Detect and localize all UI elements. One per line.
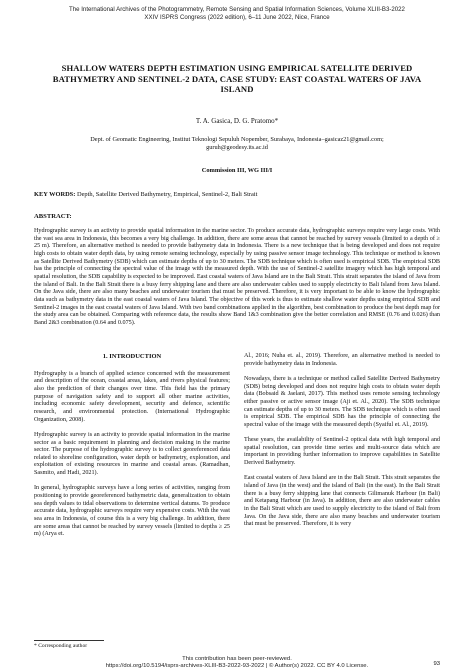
abstract-text: Hydrographic survey is an activity to provide spatial information in the marine sector. To produce accurate data, hydrographic surveys require very large costs. With the vast sea area in Indonesia, this becomes a very big challenge. In addition, there are some areas that cannot be reached by survey vessels (limited to a depth of ≥ 25 m). Therefore, an alternative method is needed to provide bathymetry data in Indonesia. There is a new technique that is being developed and does not require high costs to obtain water depth data, by using remote sensing technology, especially by using passive sensor image technology. This technique or method is known as Satellite Derived Bathymetry (SDB) which can estimate depths of up to 30 meters. The SDB technique which is often used is empirical SDB. The empirical SDB has the principle of connecting the spectral value of the image with the measured depth. With the use of Sentinel-2 satellite imagery which has high temporal and spatial resolution, the SDB capability is expected to be improved. East coastal waters of Java Island are in the Bali Strait. This strait separates the island of Java from the island of Bali. In the Bali Strait there is a busy ferry shipping lane and there are also underwater cables used to supply electricity to Bali Island from Java Island. On the Java side, there are also many beaches and underwater tourism that must be preserved. Therefore, it is very important to be able to know the hydrographic data such as bathymetry data in the east coastal waters of Java Island. The objective of this work is thus to estimate shallow water depths using empirical SDB and Sentinel-2 images in the east coastal waters of Java Island. With two band combinations applied in the algorithm, best combination to produce the best depth map for the study area can be obtained. Comparing with reference data, the results show Band 1&3 combination give the better correlation and RMSE (0.76 and 0.026) than Band 2&3 combination (0.64 and 0.075). bbox=[34, 228, 440, 326]
abstract-title: ABSTRACT: bbox=[34, 213, 72, 220]
commission: Commission III, WG III/I bbox=[201, 167, 273, 174]
affiliation bbox=[40, 136, 434, 152]
keywords-label: KEY WORDS: bbox=[34, 191, 76, 198]
page-number: 93 bbox=[433, 661, 440, 667]
intro-paragraph-5: Nowadays, there is a technique or method called Satellite Derived Bathymetry (SDB) being developed and does not require high costs to obtain water depth data (Bobsaid & Jaelani, 2017). This method uses remote sensing technology either passive or active sensor image (Aji et. Al., 2020). The SDB technique can estimate depths of up to 30 meters. The SDB technique which is often used is empirical SDB. The empirical SDB has the principle of connecting the spectral value of the image with the measured depth (Syaiful et. Al., 2019). bbox=[244, 375, 440, 428]
section-title-introduction: 1. INTRODUCTION bbox=[102, 353, 162, 360]
left-column bbox=[34, 353, 230, 547]
footnote: * Corresponding author bbox=[34, 643, 88, 649]
authors: T. A. Gasica, D. G. Pratomo* bbox=[195, 117, 279, 125]
affiliation-line1: Dept. of Geomatic Engineering, Institut Teknologi Sepuluh Nopember, Surabaya, Indonesia–gasicaz21@gmail.com; bbox=[90, 136, 384, 143]
journal-header bbox=[30, 6, 444, 22]
keywords-text: Depth, Satellite Derived Bathymetry, Empirical, Sentinel-2, Bali Strait bbox=[75, 191, 258, 198]
intro-paragraph-6: These years, the availability of Sentinel-2 optical data with high temporal and spatial resolution, can provide time series and multi-source data which are important in providing further information to improve capabilities in Satellite Derived Bathymetry. bbox=[244, 437, 440, 467]
paper-title: SHALLOW WATERS DEPTH ESTIMATION USING EMPIRICAL SATELLITE DERIVED BATHYMETRY AND SENTINEL-2 DATA, CASE STUDY: EAST COASTAL WATERS OF JAVA ISLAND bbox=[52, 63, 422, 94]
keywords bbox=[34, 191, 440, 198]
journal-header-line2: XXIV ISPRS Congress (2022 edition), 6–11 June 2022, Nice, France bbox=[144, 14, 330, 21]
right-column bbox=[244, 353, 440, 537]
intro-paragraph-1: Hydrography is a branch of applied science concerned with the measurement and description of the ocean, coastal areas, lakes, and rivers physical features; also the prediction of their changes over time. This field has the primary purpose of navigation safety and to support all other marine activities, including economic safety development, security and defence, scientific research, and environmental protection. (International Hydrographic Organization, 2008). bbox=[34, 370, 230, 423]
intro-paragraph-2: Hydrographic survey is an activity to provide spatial information in the marine sector as a basic requirement in planning and decision making in the marine sector. The purpose of the hydrographic survey is to collect georeferenced data related to shoreline configuration, water depth or bathymetry, exploration, and exploitation of existing resources in marine and coastal areas. (Ramadhan, Sasmito, and Hadi, 2021). bbox=[34, 431, 230, 477]
affiliation-line2: guruh@geodesy.its.ac.id bbox=[206, 144, 268, 152]
intro-paragraph-3: In general, hydrographic surveys have a long series of activities, ranging from positioning to provide georeferenced bathymetric data, generalization to obtain sea depth values to tidal observations to determine vertical datums. To produce accurate data, hydrographic surveys require very expensive costs. With the vast sea area in Indonesia, of course this is a very big challenge. In addition, there are some areas that cannot be reached by survey vessels (limited to depths ≥ 25 m) (Arya et. bbox=[34, 485, 230, 538]
intro-paragraph-7: East coastal waters of Java Island are in the Bali Strait. This strait separates the island of Java (in the west) and the island of Bali (in the east). In the Bali Strait there is a busy ferry shipping lane that connects Gilimanuk Harbour (in Bali) and Ketapang Harbour (in Java). In addition, there are also underwater cables in the Bali Strait which are used to supply electricity to the island of Bali from Java. On the Java side, there are also many beaches and underwater tourism that must be preserved. Therefore, it is very bbox=[244, 475, 440, 528]
intro-paragraph-4: Al., 2016; Nuha et. al., 2019). Therefore, an alternative method is needed to provide bathymetry data in Indonesia. bbox=[244, 353, 440, 367]
footer-doi-link[interactable]: https://doi.org/10.5194/isprs-archives-XLIII-B3-2022-93-2022 | © Author(s) 2022. CC BY 4.0 License. bbox=[105, 663, 369, 669]
footnote-divider bbox=[34, 640, 104, 641]
footer-line1: This contribution has been peer-reviewed. bbox=[182, 656, 292, 662]
journal-header-line1: The International Archives of the Photogrammetry, Remote Sensing and Spatial Information Sciences, Volume XLIII-B3-2022 bbox=[69, 6, 405, 13]
